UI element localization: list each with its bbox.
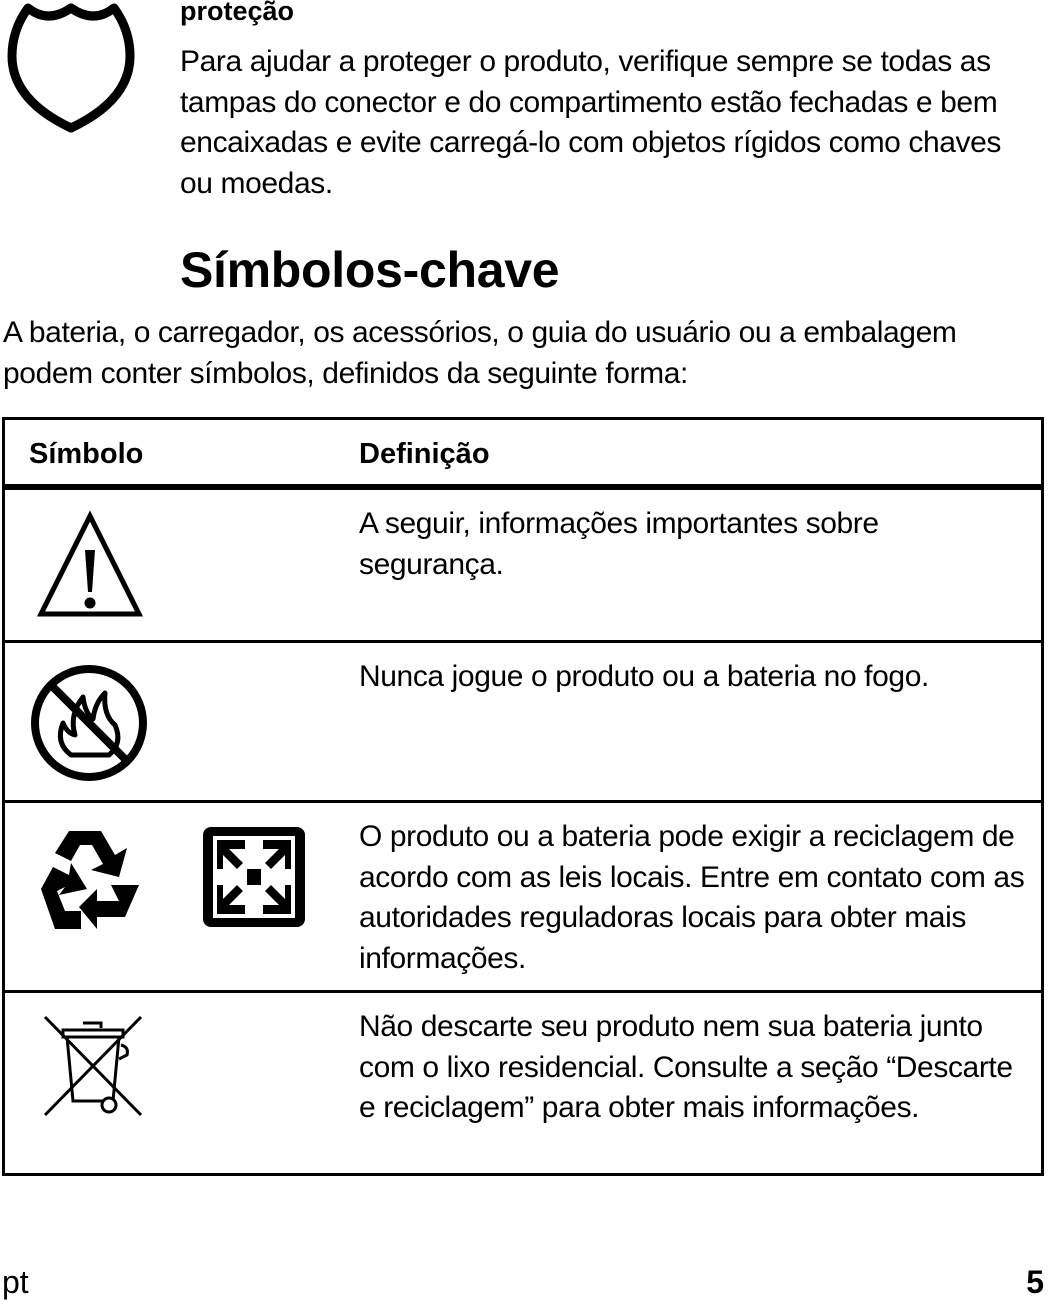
warning-triangle-icon — [35, 510, 145, 620]
protection-title: proteção — [180, 0, 295, 26]
header-definition: Definição — [359, 438, 490, 470]
row-definition: A seguir, informações importantes sobre segurança. — [359, 507, 879, 581]
row-definition: O produto ou a bateria pode exigir a reciclagem de acordo com as leis locais. Entre em contato com as autoridades reguladoras locais para obter mais informações. — [359, 820, 1025, 975]
table-header — [5, 420, 1041, 490]
table-row — [5, 490, 1041, 643]
protection-text: Para ajudar a proteger o produto, verifique sempre se todas as tampas do conector e do compartimento estão fechadas e bem encaixadas e evite carregá-lo com objetos rígidos como chaves ou moedas. — [180, 45, 1002, 200]
crossed-bin-icon — [43, 1015, 143, 1119]
battery-recycle-icon — [203, 827, 305, 927]
no-fire-icon — [29, 663, 149, 783]
footer-language: pt — [2, 1264, 29, 1300]
table-row — [5, 643, 1041, 803]
table-row — [5, 993, 1041, 1176]
table-row — [5, 803, 1041, 993]
shield-icon — [6, 0, 136, 134]
section-intro: A bateria, o carregador, os acessórios, o guia do usuário ou a embalagem podem conter símbolos, definidos da seguinte forma: — [3, 316, 957, 390]
row-definition: Não descarte seu produto nem sua bateria junto com o lixo residencial. Consulte a seção “Descarte e reciclagem” para obter mais informações. — [359, 1010, 1013, 1124]
symbols-table — [2, 417, 1044, 1176]
header-symbol: Símbolo — [29, 438, 144, 470]
page-number: 5 — [1026, 1264, 1044, 1300]
recycle-icon — [35, 825, 145, 931]
row-definition: Nunca jogue o produto ou a bateria no fogo. — [359, 660, 929, 693]
section-title: Símbolos-chave — [180, 242, 560, 298]
